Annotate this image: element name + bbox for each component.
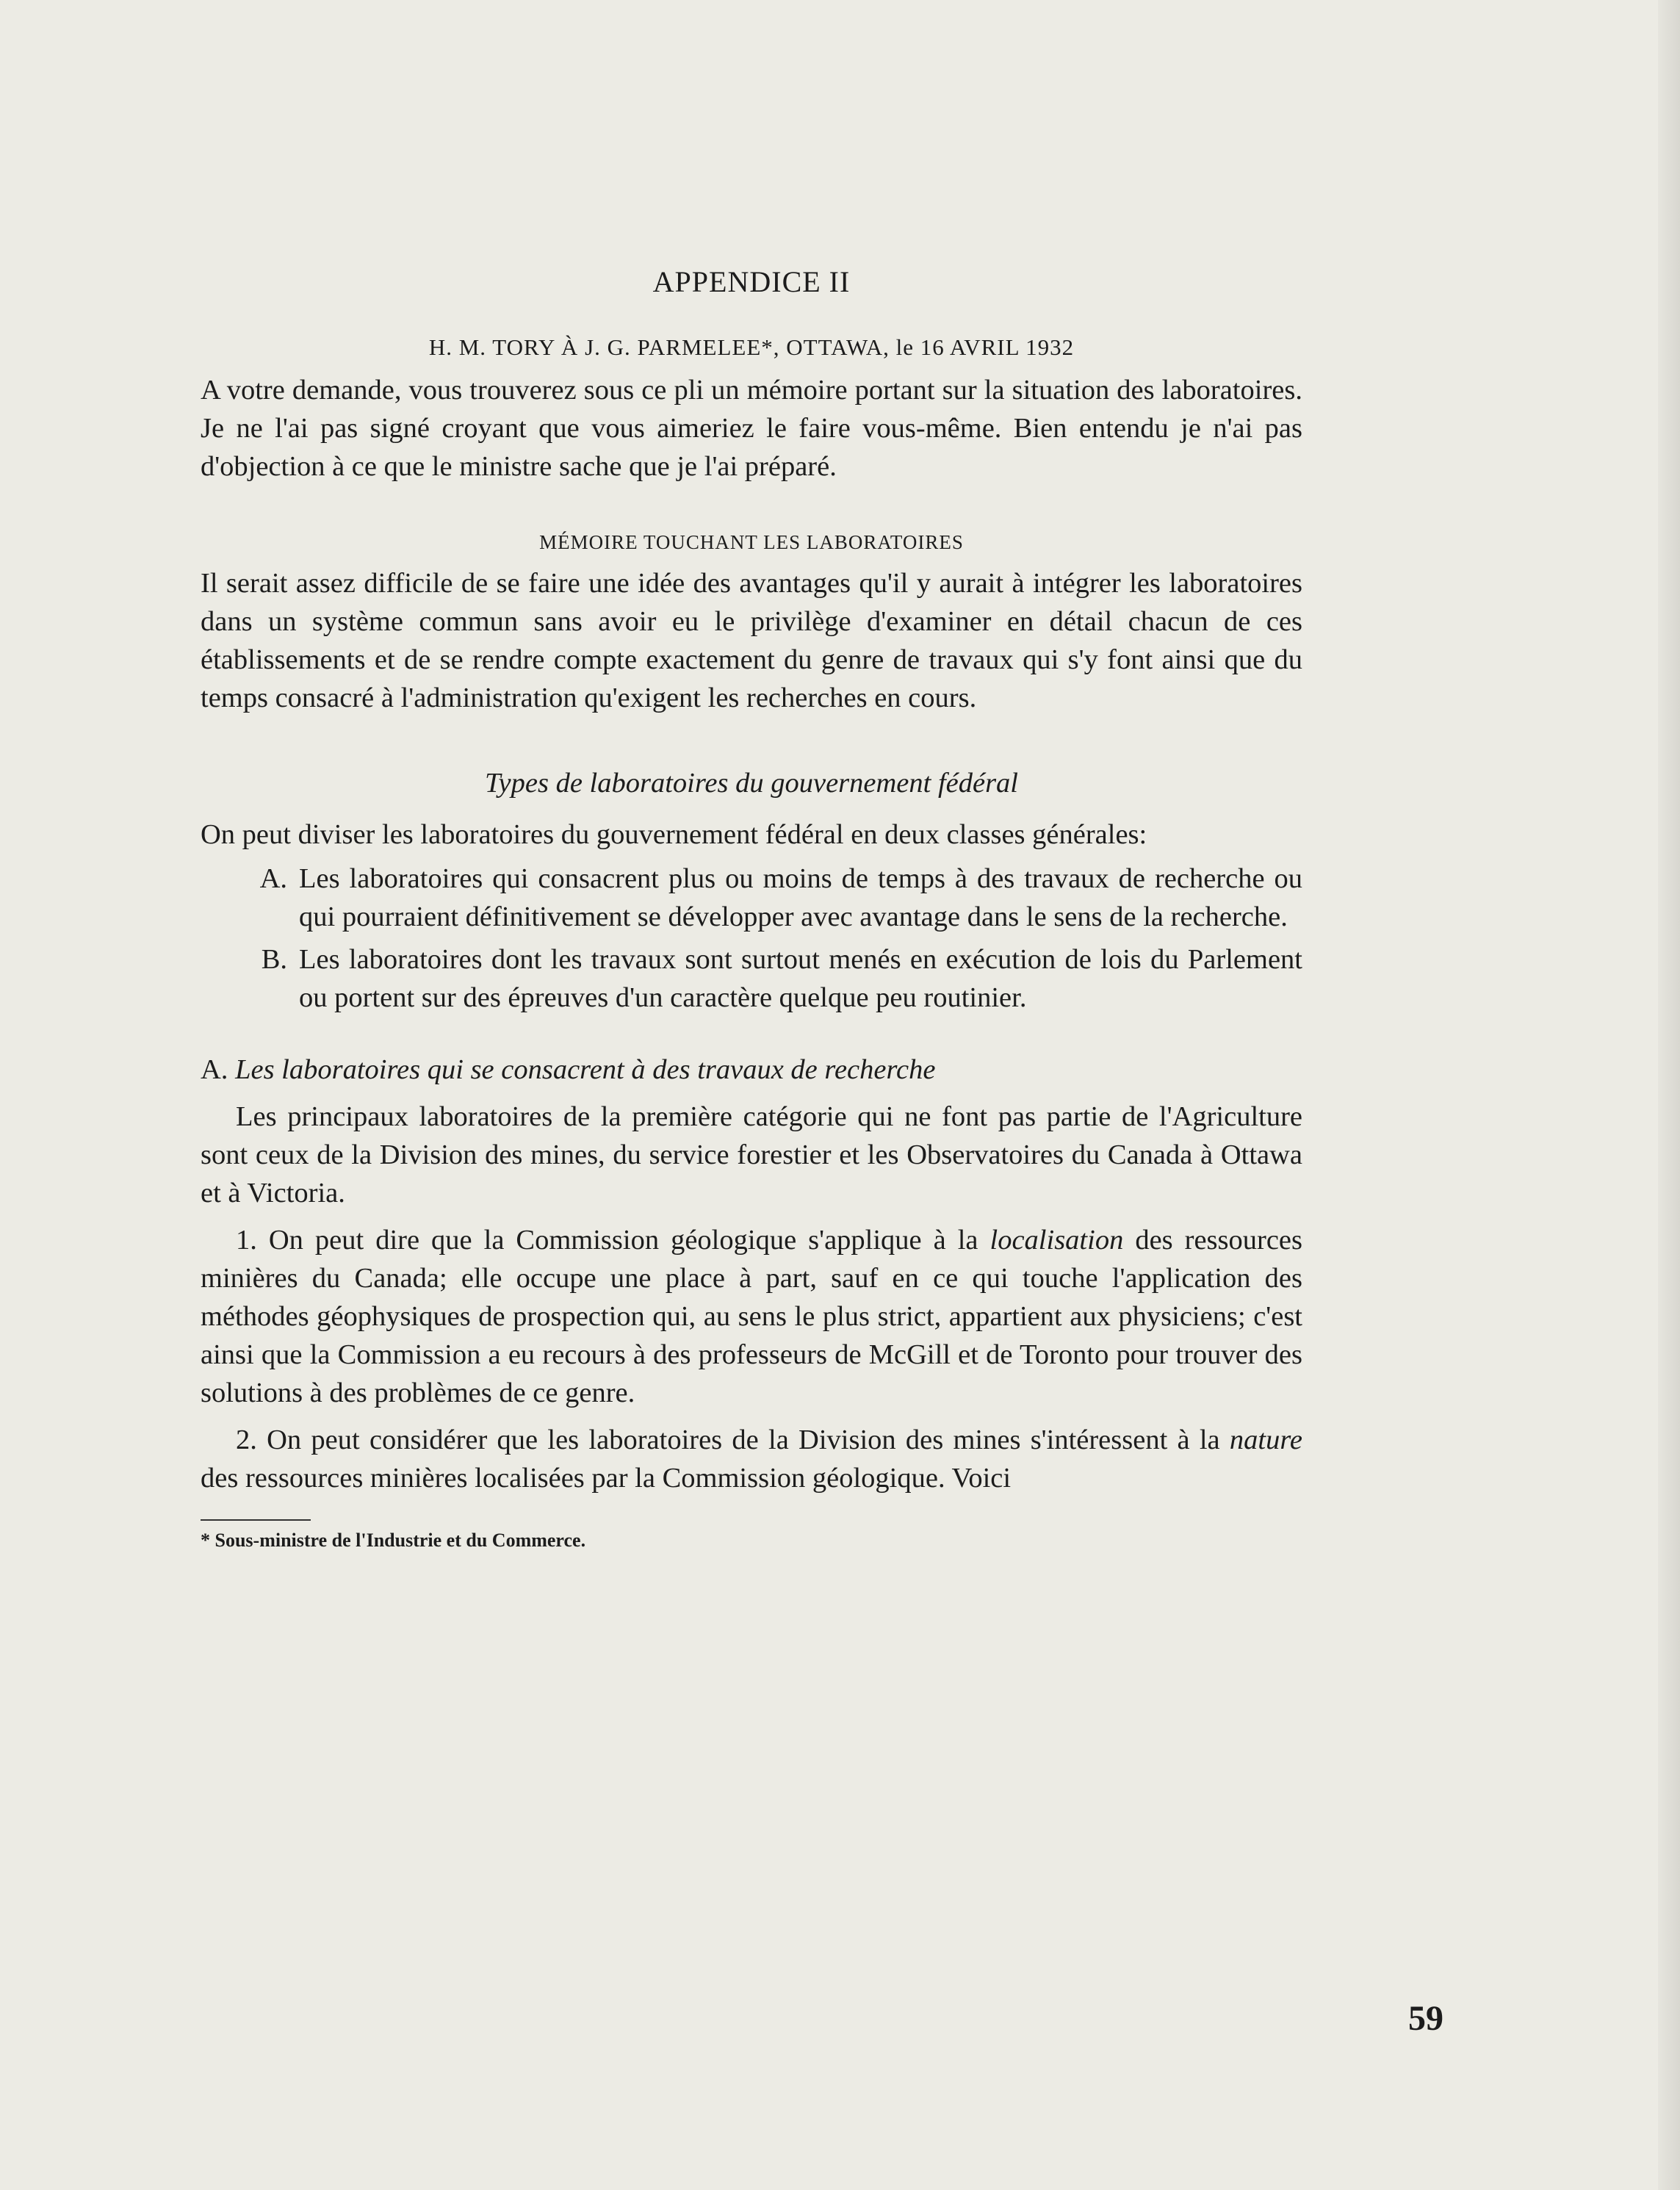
point-1-before: 1. On peut dire que la Commission géologique s'applique à la — [236, 1225, 978, 1256]
memoire-intro: Il serait assez difficile de se faire une idée des avantages qu'il y aurait à intégrer les laboratoires dans un système commun sans avoir eu le privilège d'examiner en détail chacun de ces établissements et de se rendre compte exactement du genre de travaux qui s'y font ainsi que du temps consacré à l'administration qu'exigent les recherches en cours. — [201, 568, 1302, 713]
letter-body: A votre demande, vous trouverez sous ce pli un mémoire portant sur la situation des laboratoires. Je ne l'ai pas signé croyant que vous aimeriez le faire vous-même. Bien entendu je n'ai pas d'objection à ce que le ministre sache que je l'ai préparé. — [201, 375, 1302, 482]
list-item — [201, 860, 1302, 936]
appendix-title: APPENDICE II — [652, 265, 851, 298]
point-2-before: 2. On peut considérer que les laboratoires de la Division des mines s'intéressent à la — [236, 1424, 1220, 1455]
section-a-intro: Les principaux laboratoires de la première catégorie qui ne font pas partie de l'Agriculture sont ceux de la Division des mines, du service forestier et les Observatoires du Canada à Ottawa et à Victoria. — [201, 1101, 1302, 1209]
point-1 — [201, 1221, 1302, 1412]
types-intro: On peut diviser les laboratoires du gouvernement fédéral en deux classes générales: — [201, 819, 1147, 850]
classes-list — [201, 860, 1302, 1017]
section-a-title: Les laboratoires qui se consacrent à des travaux de recherche — [235, 1054, 936, 1085]
point-2-after: des ressources minières localisées par la Commission géologique. Voici — [201, 1463, 1012, 1494]
list-item-text: Les laboratoires qui consacrent plus ou moins de temps à des travaux de recherche ou qui pourraient définitivement se développer avec avantage dans le sens de la recherche. — [299, 863, 1302, 932]
point-2 — [201, 1421, 1302, 1497]
page-content — [201, 264, 1302, 1553]
list-item — [201, 940, 1302, 1017]
letter-heading: H. M. TORY À J. G. PARMELEE*, OTTAWA, le 16 AVRIL 1932 — [428, 334, 1075, 360]
footnote: * Sous-ministre de l'Industrie et du Commerce. — [201, 1530, 586, 1551]
point-2-italic: nature — [1229, 1424, 1303, 1455]
page-number: 59 — [1408, 1999, 1443, 2038]
types-heading: Types de laboratoires du gouvernement fédéral — [484, 768, 1018, 799]
point-1-italic: localisation — [989, 1225, 1124, 1256]
list-marker: A. — [259, 863, 287, 894]
point-1-after: des ressources minières du Canada; elle occupe une place à part, sauf en ce qui touche l'application des méthodes géophysiques de prospection qui, au sens le plus strict, appartient aux physiciens; c'est ainsi que la Commission a eu recours à des professeurs de McGill et de Toronto pour trouver des solutions à des problèmes de ce genre. — [201, 1225, 1302, 1408]
list-marker: B. — [261, 944, 287, 975]
footnote-rule — [201, 1519, 311, 1521]
page-edge — [1658, 0, 1680, 2190]
section-a-heading — [201, 1051, 1302, 1089]
memoire-heading: MÉMOIRE TOUCHANT LES LABORATOIRES — [539, 531, 964, 553]
list-item-text: Les laboratoires dont les travaux sont surtout menés en exécution de lois du Parlement ou portent sur des épreuves d'un caractère quelque peu routinier. — [299, 944, 1302, 1013]
section-a-marker: A. — [201, 1054, 228, 1085]
